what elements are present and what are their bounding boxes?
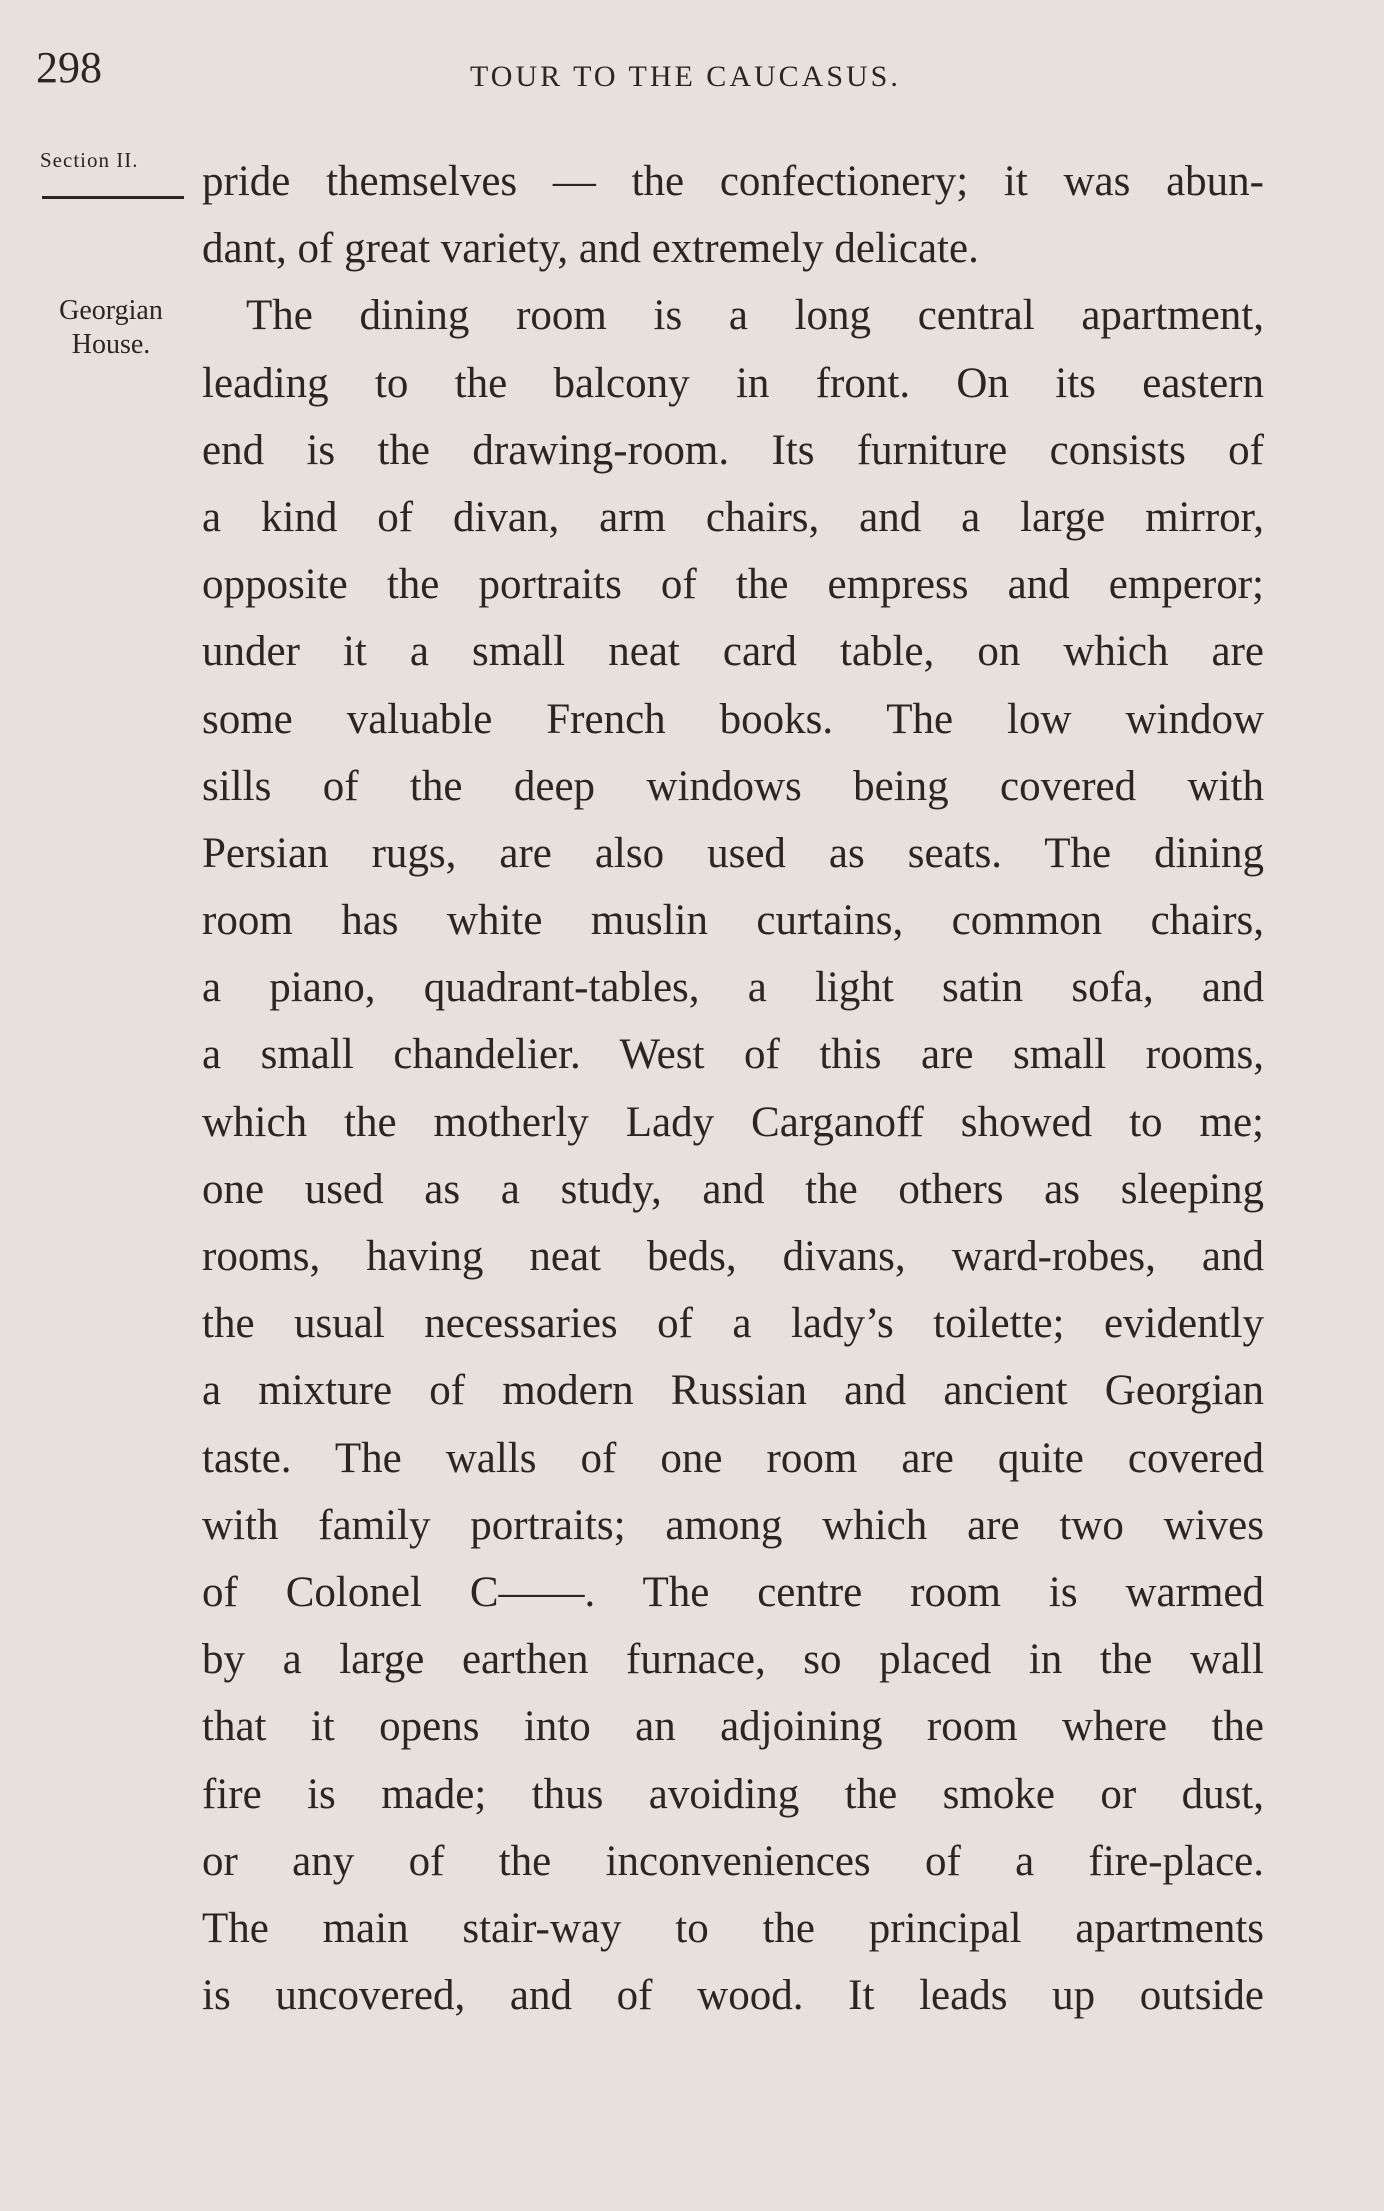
text-line: dant, of great variety, and extremely delicate. bbox=[202, 225, 979, 273]
text-line: under it a small neat card table, on which are bbox=[202, 628, 1264, 676]
section-rule bbox=[42, 196, 184, 199]
text-line: The main stair-way to the principal apartments bbox=[202, 1904, 1264, 1952]
text-line: room has white muslin curtains, common chairs, bbox=[202, 897, 1264, 945]
text-line: Persian rugs, are also used as seats. The dining bbox=[202, 829, 1264, 877]
text-line: is uncovered, and of wood. It leads up outside bbox=[202, 1972, 1264, 2020]
text-line: a small chandelier. West of this are small rooms, bbox=[202, 1031, 1264, 1079]
margin-note-line: House. bbox=[71, 329, 151, 360]
text-line: pride themselves — the confectionery; it was abun- bbox=[202, 158, 1264, 205]
page-number: 298 bbox=[36, 43, 102, 92]
text-line: end is the drawing-room. Its furniture consists of bbox=[202, 426, 1264, 474]
text-line: opposite the portraits of the empress and emperor; bbox=[202, 561, 1264, 609]
text-line: leading to the balcony in front. On its eastern bbox=[202, 359, 1264, 407]
text-line: a piano, quadrant-tables, a light satin sofa, and bbox=[202, 964, 1264, 1012]
text-line: some valuable French books. The low window bbox=[202, 695, 1264, 743]
text-line: or any of the inconveniences of a fire-place. bbox=[202, 1837, 1264, 1885]
text-line: The dining room is a long central apartment, bbox=[246, 292, 1264, 340]
text-line: sills of the deep windows being covered with bbox=[202, 762, 1264, 810]
text-line: fire is made; thus avoiding the smoke or dust, bbox=[202, 1770, 1264, 1818]
text-line: one used as a study, and the others as sleeping bbox=[202, 1165, 1264, 1213]
text-line: of Colonel C——. The centre room is warmed bbox=[202, 1568, 1264, 1616]
text-line: with family portraits; among which are two wives bbox=[202, 1501, 1264, 1549]
body-text bbox=[202, 148, 1264, 2029]
text-line: by a large earthen furnace, so placed in the wall bbox=[202, 1636, 1264, 1684]
text-line: taste. The walls of one room are quite covered bbox=[202, 1434, 1264, 1482]
section-label: Section II. bbox=[40, 148, 139, 172]
margin-note-line: Georgian bbox=[59, 295, 163, 326]
text-line: that it opens into an adjoining room where the bbox=[202, 1703, 1264, 1751]
text-line: a mixture of modern Russian and ancient Georgian bbox=[202, 1367, 1264, 1415]
text-line: a kind of divan, arm chairs, and a large mirror, bbox=[202, 493, 1264, 541]
text-line: the usual necessaries of a lady’s toilette; evidently bbox=[202, 1300, 1264, 1348]
margin-note bbox=[32, 294, 190, 362]
text-line: rooms, having neat beds, divans, ward-robes, and bbox=[202, 1233, 1264, 1280]
text-line: which the motherly Lady Carganoff showed to me; bbox=[202, 1098, 1264, 1146]
running-header: TOUR TO THE CAUCASUS. bbox=[470, 60, 901, 93]
